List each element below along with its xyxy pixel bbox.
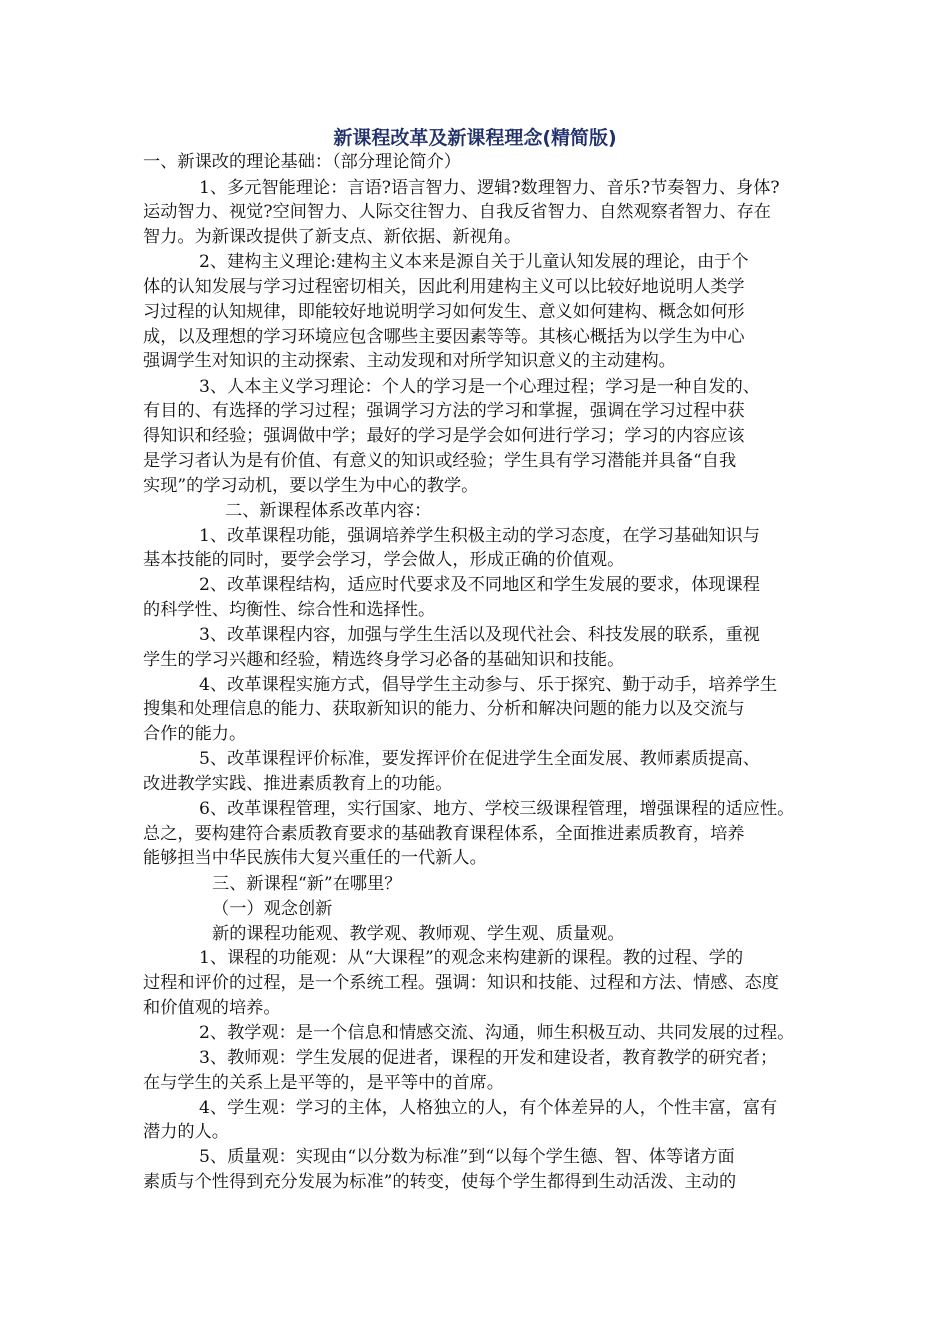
- paragraph-line: 1、课程的功能观：从“大课程”的观念来构建新的课程。教的过程、学的: [199, 948, 744, 968]
- paragraph-line: 2、建构主义理论:建构主义本来是源自关于儿童认知发展的理论，由于个: [199, 252, 749, 272]
- paragraph-line: 实现”的学习动机，要以学生为中心的教学。: [143, 476, 479, 496]
- paragraph-line: 能够担当中华民族伟大复兴重任的一代新人。: [143, 848, 487, 868]
- paragraph-line: 4、改革课程实施方式，倡导学生主动参与、乐于探究、勤于动手，培养学生: [199, 675, 778, 695]
- paragraph-line: 体的认知发展与学习过程密切相关，因此利用建构主义可以比较好地说明人类学: [143, 277, 745, 297]
- paragraph-line: 1、改革课程功能，强调培养学生积极主动的学习态度，在学习基础知识与: [199, 526, 760, 546]
- paragraph-line: 3、改革课程内容，加强与学生生活以及现代社会、科技发展的联系，重视: [199, 625, 760, 645]
- paragraph-line: 过程和评价的过程，是一个系统工程。强调：知识和技能、过程和方法、情感、态度: [143, 973, 779, 993]
- paragraph-line: 6、改革课程管理，实行国家、地方、学校三级课程管理，增强课程的适应性。: [199, 799, 795, 819]
- paragraph-line: 1、多元智能理论：言语?语言智力、逻辑?数理智力、音乐?节奏智力、身体?: [199, 178, 780, 198]
- paragraph-line: 强调学生对知识的主动探索、主动发现和对所学知识意义的主动建构。: [143, 351, 676, 371]
- paragraph-line: 在与学生的关系上是平等的，是平等中的首席。: [143, 1073, 504, 1093]
- document-title: 新课程改革及新课程理念(精简版): [333, 127, 617, 149]
- paragraph-line: 2、教学观：是一个信息和情感交流、沟通，师生积极互动、共同发展的过程。: [199, 1023, 795, 1043]
- section-heading-1: 一、新课改的理论基础：（部分理论简介）: [143, 152, 461, 172]
- paragraph-line: 5、改革课程评价标准，要发挥评价在促进学生全面发展、教师素质提高、: [199, 749, 760, 769]
- section-heading-3: 三、新课程“新”在哪里？: [212, 874, 402, 894]
- paragraph-line: 新的课程功能观、教学观、教师观、学生观、质量观。: [212, 924, 625, 944]
- paragraph-line: 学生的学习兴趣和经验，精选终身学习必备的基础知识和技能。: [143, 650, 625, 670]
- paragraph-line: 成，以及理想的学习环境应包含哪些主要因素等等。其核心概括为以学生为中心: [143, 327, 745, 347]
- paragraph-line: 有目的、有选择的学习过程；强调学习方法的学习和掌握，强调在学习过程中获: [143, 401, 745, 421]
- paragraph-line: 3、教师观：学生发展的促进者，课程的开发和建设者，教育教学的研究者；: [199, 1048, 778, 1068]
- paragraph-line: 基本技能的同时，要学会学习，学会做人，形成正确的价值观。: [143, 550, 625, 570]
- paragraph-line: 得知识和经验；强调做中学；最好的学习是学会如何进行学习；学习的内容应该: [143, 426, 745, 446]
- paragraph-line: 的科学性、均衡性、综合性和选择性。: [143, 600, 436, 620]
- paragraph-line: 智力。为新课改提供了新支点、新依据、新视角。: [143, 227, 522, 247]
- paragraph-line: 素质与个性得到充分发展为标准”的转变，使每个学生都得到生动活泼、主动的: [143, 1172, 737, 1192]
- paragraph-line: 习过程的认知规律，即能较好地说明学习如何发生、意义如何建构、概念如何形: [143, 302, 745, 322]
- paragraph-line: 3、人本主义学习理论：个人的学习是一个心理过程；学习是一种自发的、: [199, 377, 760, 397]
- paragraph-line: 是学习者认为是有价值、有意义的知识或经验；学生具有学习潜能并具备“自我: [143, 451, 737, 471]
- subsection-heading: （一）观念创新: [212, 899, 333, 919]
- paragraph-line: 和价值观的培养。: [143, 998, 281, 1018]
- paragraph-line: 4、学生观：学习的主体，人格独立的人，有个体差异的人，个性丰富，富有: [199, 1098, 778, 1118]
- paragraph-line: 总之，要构建符合素质教育要求的基础教育课程体系，全面推进素质教育，培养: [143, 824, 745, 844]
- paragraph-line: 2、改革课程结构，适应时代要求及不同地区和学生发展的要求，体现课程: [199, 575, 760, 595]
- paragraph-line: 搜集和处理信息的能力、获取新知识的能力、分析和解决问题的能力以及交流与: [143, 699, 745, 719]
- section-heading-2: 二、新课程体系改革内容：: [225, 501, 432, 521]
- paragraph-line: 合作的能力。: [143, 724, 247, 744]
- paragraph-line: 改进教学实践、推进素质教育上的功能。: [143, 774, 453, 794]
- paragraph-line: 潜力的人。: [143, 1122, 229, 1142]
- paragraph-line: 5、质量观：实现由“以分数为标准”到“以每个学生德、智、体等诸方面: [199, 1147, 735, 1167]
- paragraph-line: 运动智力、视觉?空间智力、人际交往智力、自我反省智力、自然观察者智力、存在: [143, 202, 771, 222]
